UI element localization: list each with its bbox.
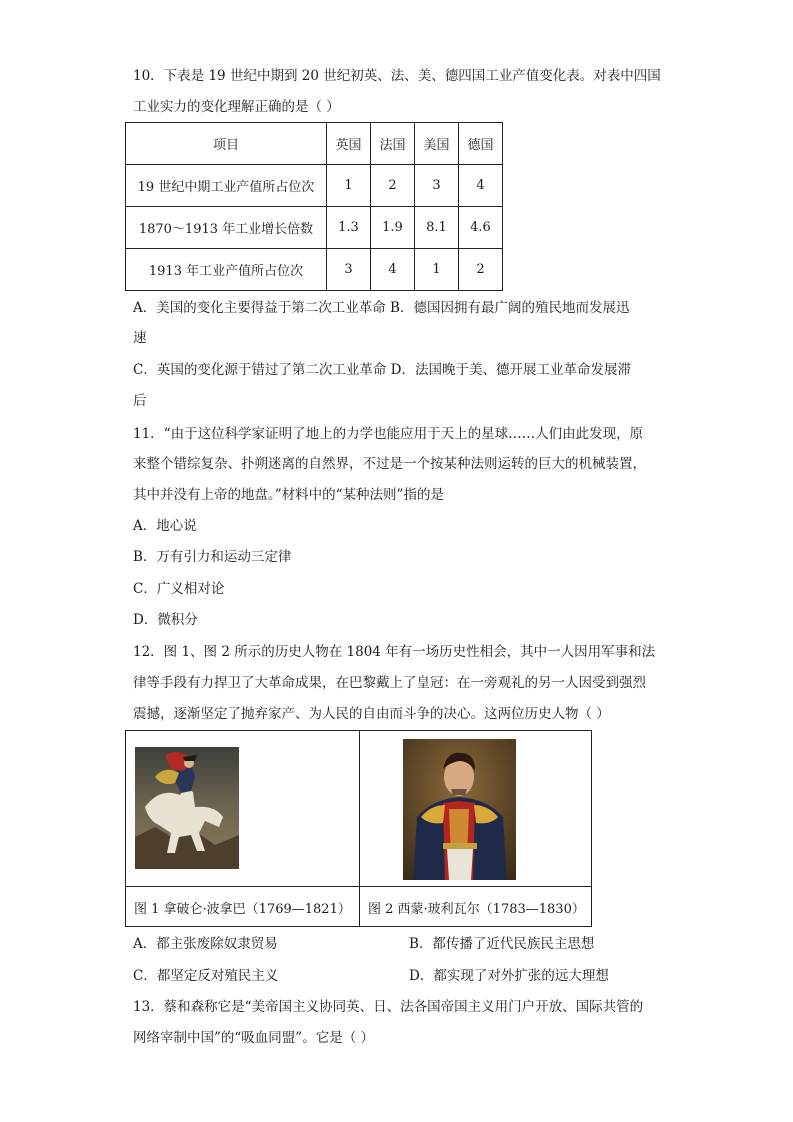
q11-stem-line1: 11．“由于这位科学家证明了地上的力学也能应用于天上的星球……人们由此发现，原 <box>133 426 644 442</box>
q12-stem-line1: 12．图 1、图 2 所示的历史人物在 1804 年有一场历史性相会，其中一人因用军事和法 <box>133 644 656 660</box>
figure-divider <box>126 886 591 887</box>
q12-figure-box <box>125 730 592 927</box>
q10-options-line2: 速 <box>133 330 147 346</box>
figure-divider <box>359 731 360 926</box>
table-header-cell: 英国 <box>327 123 371 165</box>
table-header-cell: 项目 <box>126 123 327 165</box>
q11-option-a: A．地心说 <box>133 518 197 534</box>
table-cell: 3 <box>415 165 459 207</box>
table-cell: 1 <box>327 165 371 207</box>
q10-stem-line2: 工业实力的变化理解正确的是（ ） <box>133 99 340 115</box>
table-cell: 4.6 <box>459 207 503 249</box>
table-cell: 1870～1913 年工业增长倍数 <box>126 207 327 249</box>
q12-options-row1 <box>133 934 693 954</box>
q11-option-b: B．万有引力和运动三定律 <box>133 549 292 565</box>
table-cell: 1 <box>415 249 459 291</box>
q12-stem-line2: 律等手段有力捍卫了大革命成果，在巴黎戴上了皇冠：在一旁观礼的另一人因受到强烈 <box>133 675 646 691</box>
q11-stem-line3: 其中并没有上帝的地盘。”材料中的“某种法则”指的是 <box>133 487 444 503</box>
table-row <box>126 165 503 207</box>
q12-options-row2 <box>133 966 693 986</box>
table-cell: 1913 年工业产值所占位次 <box>126 249 327 291</box>
q12-option-c: C．都坚定反对殖民主义 <box>133 968 279 984</box>
q12-option-a: A．都主张废除奴隶贸易 <box>133 936 278 952</box>
bolivar-portrait-image <box>403 739 516 880</box>
napoleon-painting-image <box>135 747 239 869</box>
q12-option-b: B．都传播了近代民族民主思想 <box>409 936 595 952</box>
q12-stem-line3: 震撼，逐渐坚定了抛弃家产、为人民的自由而斗争的决心。这两位历史人物（ ） <box>133 706 610 722</box>
q10-stem-line1: 10．下表是 19 世纪中期到 20 世纪初英、法、美、德四国工业产值变化表。对表中四国 <box>133 68 661 84</box>
q13-stem-line1: 13．蔡和森称它是“美帝国主义协同英、日、法各国帝国主义用门户开放、国际共管的 <box>133 999 644 1015</box>
q10-options-line4: 后 <box>133 393 147 409</box>
q11-option-c: C．广义相对论 <box>133 581 225 597</box>
table-cell: 2 <box>459 249 503 291</box>
q11-option-d: D．微积分 <box>133 612 198 628</box>
table-cell: 8.1 <box>415 207 459 249</box>
table-header-cell: 美国 <box>415 123 459 165</box>
q13-stem-line2: 网络宰制中国”的“吸血同盟”。它是（ ） <box>133 1030 374 1046</box>
q11-stem-line2: 来整个错综复杂、扑朔迷离的自然界，不过是一个按某种法则运转的巨大的机械装置， <box>133 456 646 472</box>
table-cell: 4 <box>371 249 415 291</box>
q12-option-d: D．都实现了对外扩张的远大理想 <box>409 968 609 984</box>
table-cell: 1.9 <box>371 207 415 249</box>
table-cell: 3 <box>327 249 371 291</box>
figure2-caption: 图 2 西蒙·玻利瓦尔（1783—1830） <box>368 902 585 917</box>
table-row <box>126 207 503 249</box>
table-header-cell: 法国 <box>371 123 415 165</box>
table-header-cell: 德国 <box>459 123 503 165</box>
table-cell: 2 <box>371 165 415 207</box>
table-header-row <box>126 123 503 165</box>
q10-options-line3: C．英国的变化源于错过了第二次工业革命 D．法国晚于美、德开展工业革命发展滞 <box>133 362 631 378</box>
table-cell: 4 <box>459 165 503 207</box>
table-row <box>126 249 503 291</box>
q10-data-table <box>125 122 503 291</box>
table-cell: 1.3 <box>327 207 371 249</box>
figure1-caption: 图 1 拿破仑·波拿巴（1769—1821） <box>134 902 351 917</box>
q10-options-line1: A．美国的变化主要得益于第二次工业革命 B．德国因拥有最广阔的殖民地而发展迅 <box>133 300 630 316</box>
table-cell: 19 世纪中期工业产值所占位次 <box>126 165 327 207</box>
